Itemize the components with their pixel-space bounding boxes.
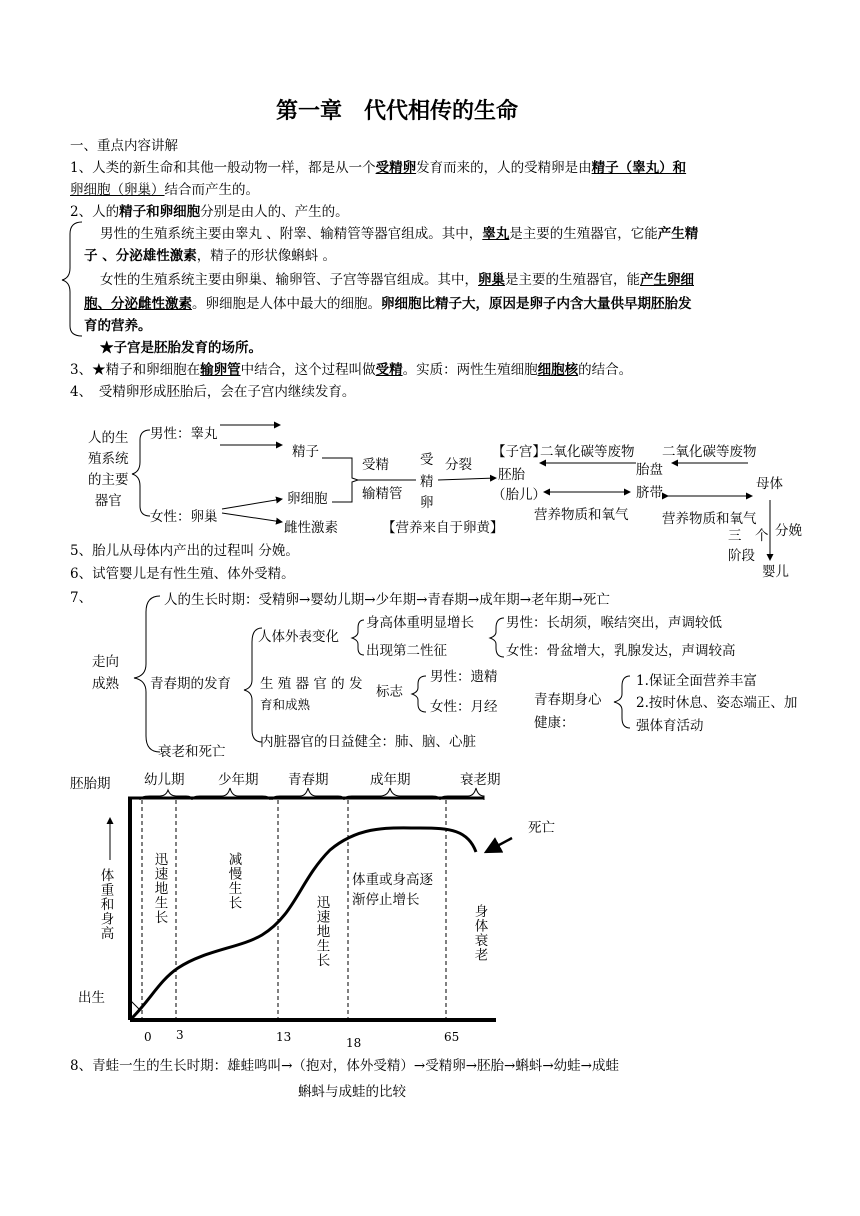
- zone-note: 迅速地生长: [151, 852, 168, 925]
- female-para-line-3: 育的营养。: [84, 318, 152, 334]
- text: 中结合，这个过程叫做: [240, 362, 376, 378]
- yolk-note: 【营养来自于卵黄】: [382, 520, 504, 536]
- text: 3、★精子和卵细胞在: [70, 362, 201, 378]
- death-label: 死亡: [528, 820, 555, 836]
- egg-label: 卵细胞: [287, 491, 328, 507]
- uterus-note: ★子宫是胚胎发育的场所。: [100, 340, 262, 356]
- char: 精: [420, 473, 434, 490]
- x-tick-label: 13: [276, 1030, 292, 1044]
- puberty-label: 青春期的发育: [150, 676, 231, 692]
- text: 2、人的: [70, 204, 120, 220]
- text: 的结合。: [578, 362, 633, 378]
- line: 成熟: [92, 675, 119, 692]
- text: 分别是由人的、产生的。: [200, 204, 349, 220]
- term-zygote: 受精卵: [375, 160, 417, 176]
- term-ovary: 卵巢: [478, 272, 505, 288]
- second-sex-trait: 出现第二性征: [366, 643, 447, 659]
- hormone-label: 雌性激素: [284, 520, 338, 536]
- tree-brace-traits: [490, 618, 504, 657]
- term-nucleus: 细胞核: [537, 362, 579, 378]
- uterus-label: 【子宫】: [492, 444, 546, 460]
- char: 卵: [420, 495, 434, 512]
- period-label: 幼儿期: [144, 772, 185, 788]
- term: 胞、分泌雌性激素: [84, 296, 192, 312]
- text: 是主要的生殖器官，它能: [509, 226, 658, 242]
- x-tick-label: 65: [444, 1030, 460, 1044]
- term: 产生卵细: [640, 272, 694, 288]
- zone-note: 迅速地生长: [313, 895, 330, 968]
- growth-curve: [132, 828, 476, 1018]
- line: 体重或身高逐: [352, 872, 433, 888]
- page-title: 第一章 代代相传的生命: [276, 99, 519, 124]
- period-label: 成年期: [370, 772, 411, 788]
- waste-label-1: 二氧化碳等废物: [540, 444, 635, 460]
- tree-brace-sign: [412, 676, 426, 712]
- paragraph-6: 6、试管婴儿是有性生殖、体外受精。: [70, 566, 295, 582]
- term-sperm: 精子（睾丸）和: [591, 160, 687, 176]
- embryo-period-label: 胚胎期: [70, 776, 111, 792]
- text: 1、人类的新生命和其他一般动物一样，都是从一个: [70, 160, 376, 176]
- line: 走向: [92, 654, 119, 670]
- line: 青春期身心: [534, 692, 602, 708]
- period-label: 青春期: [288, 772, 329, 788]
- fetus-label: （胎儿）: [492, 487, 546, 503]
- period-label: 少年期: [218, 772, 259, 788]
- paragraph-brace: [62, 222, 82, 336]
- term-oviduct: 输卵管: [200, 362, 241, 378]
- male-label: 男性：睾丸: [150, 426, 218, 442]
- waste-label-2: 二氧化碳等废物: [662, 444, 757, 460]
- female-sign: 女性：月经: [430, 699, 498, 715]
- fertilization-label: 受精: [362, 457, 389, 473]
- organ-brace: [132, 430, 150, 516]
- term-egg: 卵细胞（卵巢）: [70, 182, 165, 198]
- line: 健康：: [534, 714, 575, 731]
- arrow: [222, 513, 282, 522]
- nutrient-label-1: 营养物质和氧气: [534, 507, 629, 523]
- line: 器官: [94, 492, 122, 509]
- stage-label: 阶段: [728, 548, 755, 564]
- aging-label: 衰老和死亡: [158, 744, 226, 760]
- text: 。实质：两性生殖细胞: [402, 362, 538, 378]
- y-axis-label: 体重和身高: [97, 868, 114, 941]
- arrow: [222, 499, 282, 509]
- height-growth: 身高体重明显增长: [366, 615, 474, 631]
- health-item: 强体育活动: [636, 717, 704, 734]
- paragraph-7-number: 7、: [70, 590, 93, 606]
- tree-brace-appearance: [352, 620, 364, 655]
- arrow: [438, 478, 496, 480]
- cord-label: 脐带: [636, 485, 663, 501]
- male-sign: 男性：遗精: [430, 669, 498, 685]
- nutrient-label-2: 营养物质和氧气: [662, 511, 757, 527]
- growth-periods: 人的生长时期：受精卵→婴幼儿期→少年期→青春期→成年期→老年期→死亡: [164, 592, 610, 608]
- health-item: 1.保证全面营养丰富: [636, 673, 757, 689]
- birth-label: 分娩: [775, 523, 802, 539]
- paragraph-8: 8、青蛙一生的生长时期：雄蛙鸣叫→（抱对，体外受精）→受精卵→胚胎→蝌蚪→幼蛙→成蛙: [70, 1058, 619, 1074]
- term: 精子和卵细胞: [119, 204, 201, 220]
- sign-label: 标志: [376, 684, 403, 700]
- baby-label: 婴儿: [762, 564, 789, 580]
- term-testis: 睾丸: [482, 226, 510, 242]
- paragraph-5: 5、胎儿从母体内产出的过程叫 分娩。: [70, 543, 299, 559]
- period-label: 衰老期: [460, 772, 501, 788]
- text: 是主要的生殖器官，能: [505, 272, 640, 288]
- text: 。卵细胞是人体中最大的细胞。: [192, 296, 381, 312]
- zone-note: 身体衰老: [471, 904, 488, 962]
- birth-label: 出生: [78, 990, 105, 1006]
- tree-brace-main: [134, 596, 160, 752]
- fert-brace: [343, 458, 358, 502]
- health-item: 2.按时休息、姿态端正、加: [636, 695, 798, 712]
- x-tick-label: 18: [346, 1036, 362, 1050]
- term-fertilization: 受精: [375, 362, 403, 378]
- three-stage-label: 三 个: [728, 528, 769, 544]
- division-label: 分裂: [445, 457, 472, 473]
- x-tick-label: 0: [144, 1030, 152, 1044]
- text: ，精子的形状像蝌蚪 。: [196, 248, 336, 264]
- zone-note: 减慢生长: [225, 852, 242, 910]
- male-trait: 男性：长胡须，喉结突出，声调较低: [506, 615, 722, 631]
- term: 子 、分泌雄性激素: [84, 248, 197, 264]
- internal-organs: 内脏器官的日益健全：肺、脑、心脏: [260, 734, 476, 750]
- text: 结合而产生的。: [164, 182, 259, 198]
- line: 殖系统: [88, 450, 129, 467]
- placenta-label: 胎盘: [636, 462, 663, 478]
- text: 男性的生殖系统主要由睾丸 、附睾、输精管等器官组成。其中，: [100, 226, 483, 242]
- tree-brace-puberty: [244, 628, 262, 742]
- text: 女性的生殖系统主要由卵巢、输卵管、子宫等器官组成。其中，: [100, 272, 478, 288]
- tree-brace-health: [614, 676, 630, 728]
- duct-label: 输精管: [362, 486, 403, 502]
- line: 生 殖 器 官 的 发: [260, 676, 363, 692]
- x-tick-label: 3: [176, 1028, 184, 1042]
- mother-label: 母体: [756, 476, 783, 492]
- death-arrow: [486, 838, 512, 852]
- line: 渐停止增长: [352, 892, 420, 909]
- line: 育和成熟: [260, 696, 311, 712]
- term: 产生精: [657, 226, 699, 242]
- line: 人的生: [88, 430, 129, 446]
- text: 发育而来的，人的受精卵是由: [416, 160, 592, 176]
- comparison-caption: 蝌蚪与成蛙的比较: [298, 1084, 406, 1100]
- line: 的主要: [88, 471, 129, 488]
- char: 受: [420, 452, 434, 468]
- term: 卵细胞比精子大，原因是卵子内含大量供早期胚胎发: [381, 296, 692, 312]
- appearance-label: 人体外表变化: [258, 629, 339, 645]
- paragraph-4: 4、 受精卵形成胚胎后，会在子宫内继续发育。: [70, 384, 356, 400]
- sperm-label: 精子: [292, 444, 319, 460]
- section-heading: 一、重点内容讲解: [70, 138, 178, 154]
- female-trait: 女性：骨盆增大，乳腺发达，声调较高: [506, 643, 736, 659]
- embryo-label: 胚胎: [498, 467, 525, 483]
- female-label: 女性：卵巢: [150, 509, 218, 525]
